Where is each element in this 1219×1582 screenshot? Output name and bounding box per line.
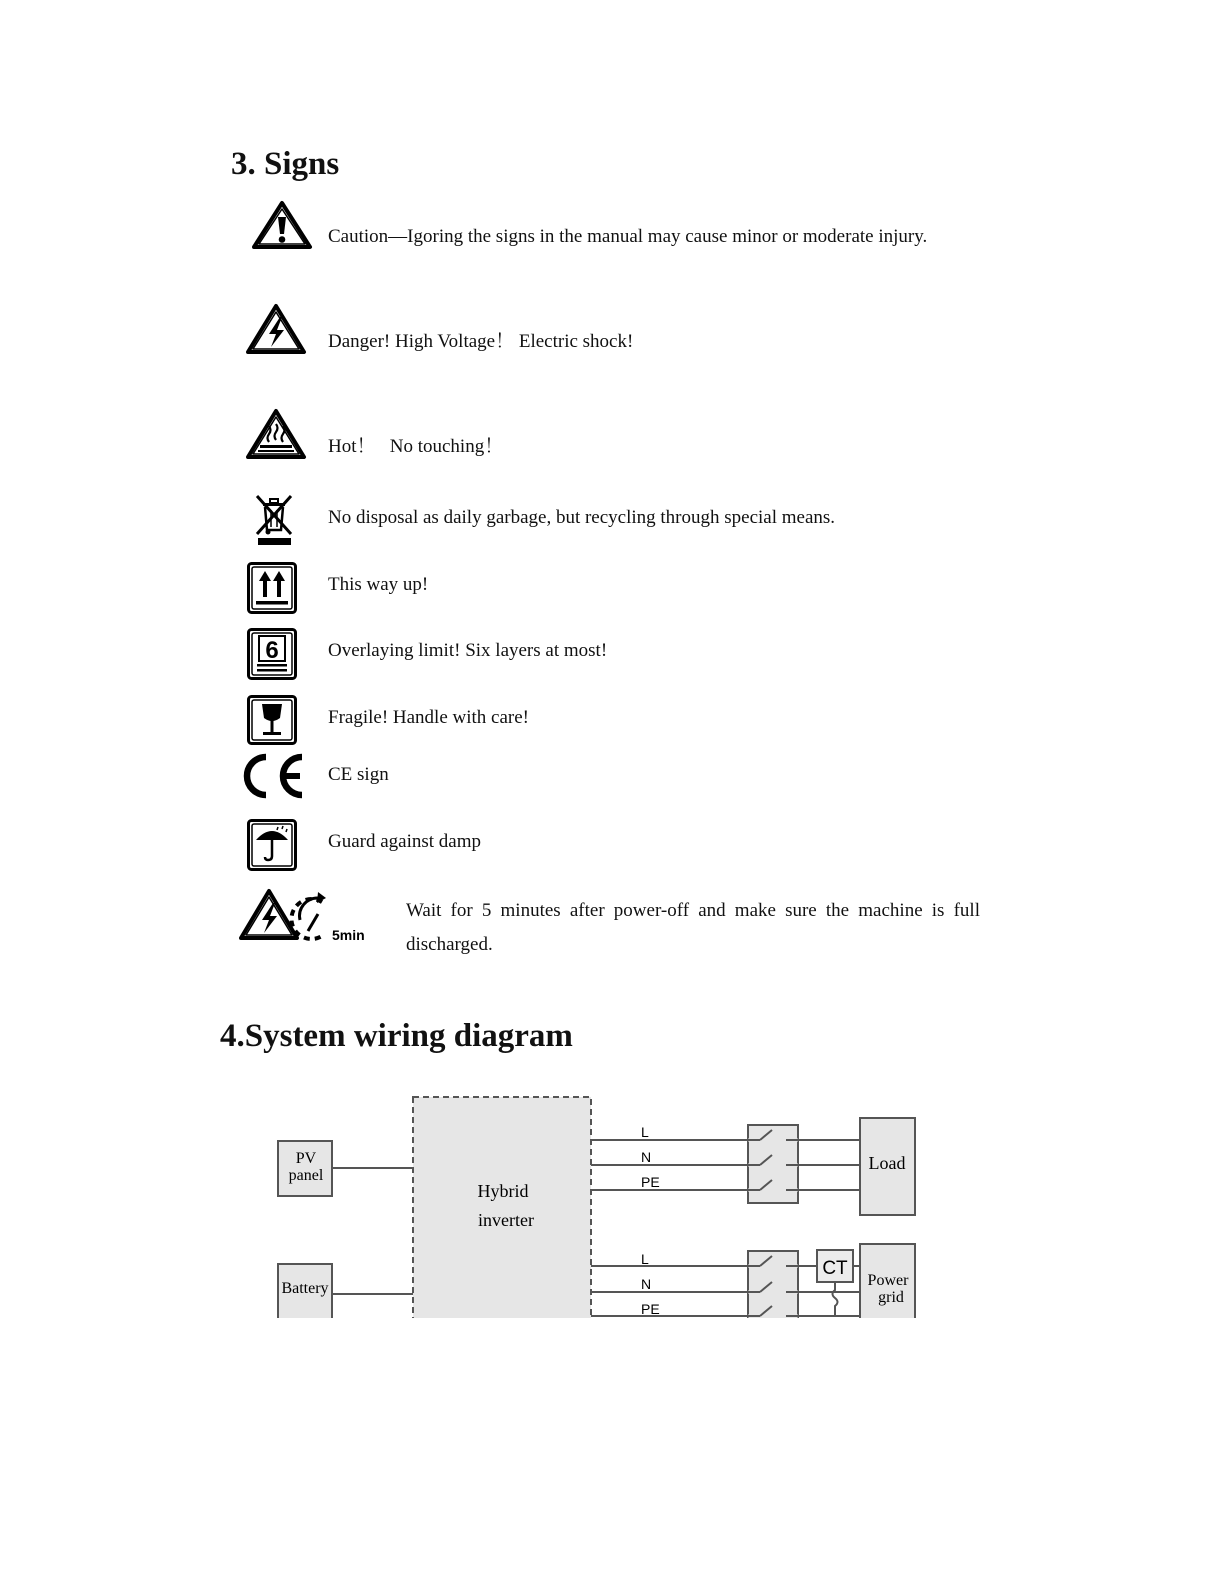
pv-panel-label-line1: PV [295,1150,317,1167]
high-voltage-icon [245,303,307,355]
system-wiring-diagram [230,1090,930,1318]
sign-text-ce: CE sign [328,764,389,785]
load-wire-n-label: N [641,1149,652,1165]
sign-text-no-disposal: No disposal as daily garbage, but recycling through special means. [328,507,836,528]
stack-limit-icon [246,627,298,681]
load-wire-pe-label: PE [641,1174,660,1190]
ct-sensor-label: CT [822,1258,848,1279]
inverter-label-line1: Hybrid [477,1181,529,1201]
grid-wire-pe-label: PE [641,1301,660,1317]
discharge-wait-label: 5min [332,927,365,943]
section-heading-wiring: 4.System wiring diagram [220,1018,573,1054]
load-wire-l-label: L [641,1124,649,1140]
sign-text-caution: Caution—Igoring the signs in the manual may cause minor or moderate injury. [328,226,928,247]
sign-text-this-way-up: This way up! [328,574,429,595]
grid-breaker [748,1251,798,1318]
sign-text-fragile: Fragile! Handle with care! [328,707,529,728]
stack-limit-number: 6 [265,637,279,664]
hybrid-inverter-box [413,1097,591,1318]
ce-mark-icon [242,752,308,800]
inverter-label-line2: inverter [478,1210,534,1230]
sign-text-discharge-wait: Wait for 5 minutes after power-off and make sure the machine is full discharged. [406,900,980,955]
ct-sensor-lead [833,1282,838,1316]
hot-surface-icon [245,408,307,460]
power-grid-label-line1: Power [867,1272,909,1289]
sign-text-stack-limit: Overlaying limit! Six layers at most! [328,640,608,661]
keep-dry-umbrella-icon [246,818,298,872]
grid-wire-n-label: N [641,1276,652,1292]
fragile-glass-icon [246,694,298,746]
power-grid-label-line2: grid [878,1289,904,1306]
load-label: Load [868,1153,906,1173]
sign-text-high-voltage: Danger! High Voltage！ Electric shock! [328,331,634,352]
sign-text-hot: Hot！ No touching！ [328,436,504,457]
caution-triangle-icon [251,200,313,250]
section-heading-signs: 3. Signs [231,146,340,182]
load-breaker [748,1125,798,1203]
sign-text-keep-dry: Guard against damp [328,831,482,852]
no-disposal-bin-icon [254,492,294,548]
pv-panel-label-line2: panel [288,1167,324,1184]
grid-wire-l-label: L [641,1251,649,1267]
this-way-up-icon [246,561,298,615]
battery-label: Battery [281,1280,329,1297]
discharge-wait-icon [238,886,374,944]
